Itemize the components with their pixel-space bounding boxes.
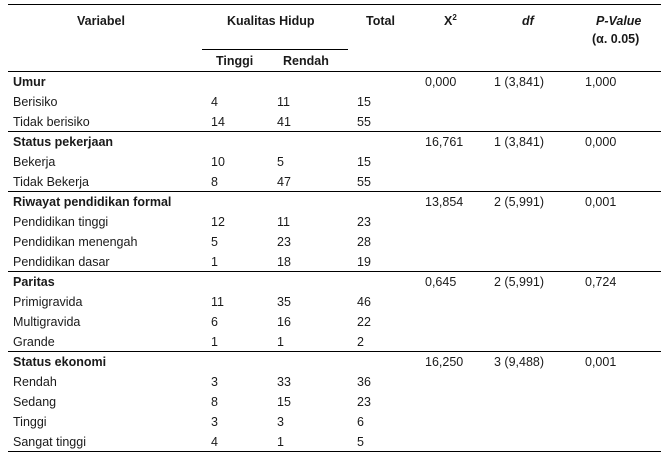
row-tinggi-count: 5 bbox=[211, 235, 218, 249]
header-chi-square bbox=[444, 13, 457, 29]
row-label: Sedang bbox=[13, 395, 57, 409]
row-total-count: 22 bbox=[357, 315, 371, 329]
row-total-count: 55 bbox=[357, 115, 371, 129]
df-value: 1 (3,841) bbox=[494, 75, 545, 89]
row-rendah-count: 15 bbox=[277, 395, 291, 409]
row-tinggi-count: 3 bbox=[211, 415, 218, 429]
row-rendah-count: 3 bbox=[277, 415, 284, 429]
row-label: Tidak Bekerja bbox=[13, 175, 89, 189]
row-total-count: 6 bbox=[357, 415, 364, 429]
row-rendah-count: 11 bbox=[277, 215, 290, 229]
group-rule bbox=[8, 191, 661, 192]
header-tinggi: Tinggi bbox=[216, 54, 254, 68]
chi-square-value: 16,250 bbox=[425, 355, 464, 369]
kualitas-hidup-subrule bbox=[202, 49, 348, 50]
row-total-count: 5 bbox=[357, 435, 364, 449]
row-rendah-count: 11 bbox=[277, 95, 290, 109]
df-value: 2 (5,991) bbox=[494, 195, 545, 209]
p-value: 1,000 bbox=[585, 75, 617, 89]
chi-square-value: 13,854 bbox=[425, 195, 464, 209]
group-rule bbox=[8, 131, 661, 132]
header-rendah: Rendah bbox=[283, 54, 329, 68]
row-total-count: 15 bbox=[357, 95, 371, 109]
group-rule bbox=[8, 71, 661, 72]
row-rendah-count: 23 bbox=[277, 235, 291, 249]
chi-square-value: 0,000 bbox=[425, 75, 457, 89]
row-rendah-count: 1 bbox=[277, 435, 284, 449]
table-top-rule bbox=[8, 4, 661, 5]
row-label: Berisiko bbox=[13, 95, 58, 109]
row-tinggi-count: 4 bbox=[211, 435, 218, 449]
row-total-count: 55 bbox=[357, 175, 371, 189]
header-kualitas-hidup: Kualitas Hidup bbox=[227, 14, 315, 28]
header-variabel: Variabel bbox=[77, 14, 125, 28]
row-tinggi-count: 6 bbox=[211, 315, 218, 329]
chi-square-value: 16,761 bbox=[425, 135, 464, 149]
row-label: Rendah bbox=[13, 375, 57, 389]
row-tinggi-count: 10 bbox=[211, 155, 225, 169]
row-total-count: 46 bbox=[357, 295, 371, 309]
row-label: Tidak berisiko bbox=[13, 115, 90, 129]
chi-base: X bbox=[444, 14, 453, 28]
chi-superscript: 2 bbox=[452, 12, 457, 22]
row-rendah-count: 18 bbox=[277, 255, 291, 269]
row-tinggi-count: 3 bbox=[211, 375, 218, 389]
row-total-count: 23 bbox=[357, 215, 371, 229]
group-title: Status pekerjaan bbox=[13, 135, 114, 149]
row-label: Bekerja bbox=[13, 155, 56, 169]
group-title: Status ekonomi bbox=[13, 355, 107, 369]
table-bottom-rule bbox=[8, 451, 661, 452]
group-rule bbox=[8, 351, 661, 352]
row-label: Multigravida bbox=[13, 315, 81, 329]
row-rendah-count: 41 bbox=[277, 115, 291, 129]
row-total-count: 19 bbox=[357, 255, 371, 269]
chi-square-value: 0,645 bbox=[425, 275, 457, 289]
row-label: Grande bbox=[13, 335, 55, 349]
header-alpha: (α. 0.05) bbox=[592, 32, 640, 46]
row-total-count: 28 bbox=[357, 235, 371, 249]
header-p-value: P-Value bbox=[596, 14, 642, 28]
row-tinggi-count: 4 bbox=[211, 95, 218, 109]
group-title: Umur bbox=[13, 75, 46, 89]
row-total-count: 15 bbox=[357, 155, 371, 169]
row-rendah-count: 33 bbox=[277, 375, 291, 389]
group-title: Paritas bbox=[13, 275, 55, 289]
header-df: df bbox=[522, 14, 534, 28]
row-tinggi-count: 8 bbox=[211, 175, 218, 189]
p-value: 0,001 bbox=[585, 195, 617, 209]
df-value: 2 (5,991) bbox=[494, 275, 545, 289]
row-rendah-count: 1 bbox=[277, 335, 284, 349]
row-tinggi-count: 8 bbox=[211, 395, 218, 409]
row-label: Pendidikan dasar bbox=[13, 255, 110, 269]
header-total: Total bbox=[366, 14, 395, 28]
row-tinggi-count: 11 bbox=[211, 295, 224, 309]
row-label: Sangat tinggi bbox=[13, 435, 86, 449]
p-value: 0,001 bbox=[585, 355, 617, 369]
group-title: Riwayat pendidikan formal bbox=[13, 195, 172, 209]
row-total-count: 36 bbox=[357, 375, 371, 389]
group-rule bbox=[8, 271, 661, 272]
df-value: 1 (3,841) bbox=[494, 135, 545, 149]
row-rendah-count: 5 bbox=[277, 155, 284, 169]
row-tinggi-count: 14 bbox=[211, 115, 225, 129]
row-tinggi-count: 1 bbox=[211, 255, 218, 269]
row-rendah-count: 47 bbox=[277, 175, 291, 189]
p-value: 0,724 bbox=[585, 275, 617, 289]
row-tinggi-count: 12 bbox=[211, 215, 225, 229]
p-value: 0,000 bbox=[585, 135, 617, 149]
row-total-count: 23 bbox=[357, 395, 371, 409]
row-tinggi-count: 1 bbox=[211, 335, 218, 349]
row-label: Pendidikan tinggi bbox=[13, 215, 109, 229]
row-label: Primigravida bbox=[13, 295, 83, 309]
row-total-count: 2 bbox=[357, 335, 364, 349]
row-label: Tinggi bbox=[13, 415, 47, 429]
row-rendah-count: 16 bbox=[277, 315, 291, 329]
row-label: Pendidikan menengah bbox=[13, 235, 138, 249]
df-value: 3 (9,488) bbox=[494, 355, 545, 369]
row-rendah-count: 35 bbox=[277, 295, 291, 309]
